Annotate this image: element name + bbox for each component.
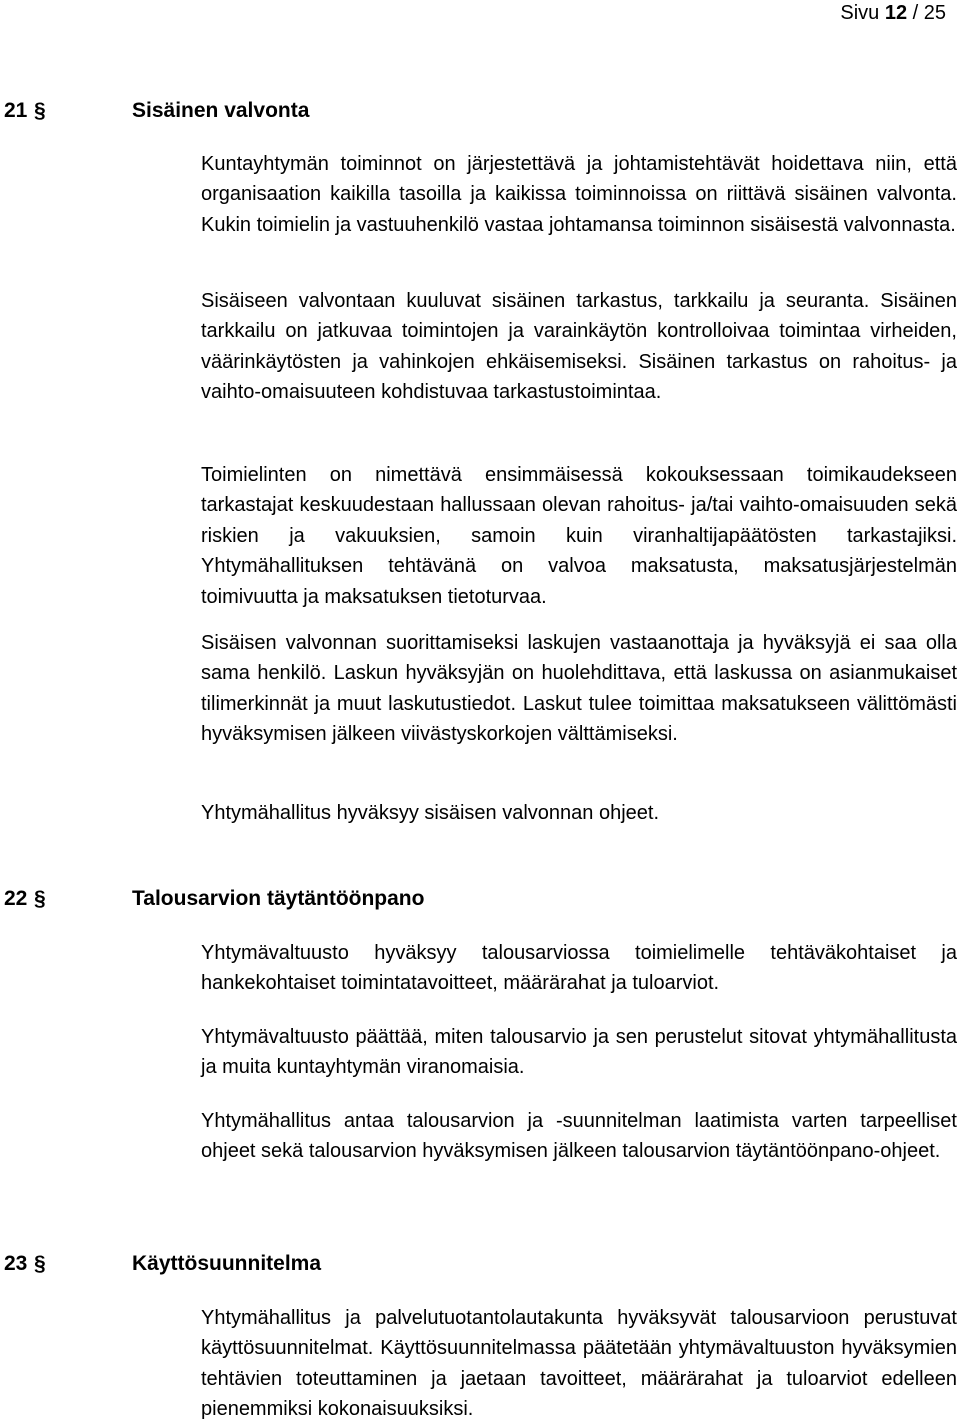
paragraph: Yhtymävaltuusto hyväksyy talousarviossa toimielimelle tehtäväkohtaiset ja hankekohtaiset toimintatavoitteet, määrärahat ja tuloarviot. <box>201 942 957 995</box>
paragraph: Sisäisen valvonnan suorittamiseksi laskujen vastaanottaja ja hyväksyjä ei saa olla sama henkilö. Laskun hyväksyjän on huolehdittava, että laskussa on asianmukaiset tilimerkinnät ja muut laskutustiedot. Laskut tulee toimittaa maksatukseen välittömästi hyväksymisen jälkeen viivästyskorkojen välttämiseksi. <box>201 632 957 746</box>
page-number-total: / 25 <box>907 2 946 24</box>
page-number <box>840 0 946 26</box>
section-title: Käyttösuunnitelma <box>132 1252 322 1275</box>
section-23 <box>0 1249 960 1279</box>
section-heading <box>0 96 960 126</box>
paragraph: Yhtymävaltuusto päättää, miten talousarvio ja sen perustelut sitovat yhtymähallitusta ja muita kuntayhtymän viranomaisia. <box>201 1026 957 1079</box>
section-title: Talousarvion täytäntöönpano <box>132 887 425 910</box>
section-mark: § <box>34 887 46 910</box>
section-22 <box>0 884 960 914</box>
page-number-current: 12 <box>884 2 908 24</box>
paragraph: Toimielinten on nimettävä ensimmäisessä kokouksessaan toimikaudekseen tarkastajat keskuudestaan hallussaan olevan rahoitus- ja/tai vaihto-omaisuuden sekä riskien ja vakuuksien, samoin kuin viranhaltijapäätösten tarkastajiksi. Yhtymähallituksen tehtävänä on valvoa maksatusta, maksatusjärjestelmän toimivuutta ja maksatuksen tietoturvaa. <box>201 464 957 608</box>
section-mark: § <box>34 1252 46 1275</box>
section-number: 22 <box>4 887 28 910</box>
paragraph: Yhtymähallitus hyväksyy sisäisen valvonnan ohjeet. <box>201 802 660 824</box>
paragraph: Yhtymähallitus antaa talousarvion ja -suunnitelman laatimista varten tarpeelliset ohjeet sekä talousarvion hyväksymisen jälkeen talousarvion täytäntöönpano-ohjeet. <box>201 1110 957 1163</box>
section-number: 23 <box>4 1252 28 1275</box>
paragraph: Sisäiseen valvontaan kuuluvat sisäinen tarkastus, tarkkailu ja seuranta. Sisäinen tarkkailu on jatkuvaa toimintojen ja varainkäytön kontrolloivaa toimintaa virheiden, väärinkäytösten ja vahinkojen ehkäisemiseksi. Sisäinen tarkastus on rahoitus- ja vaihto-omaisuuteen kohdistuvaa tarkastustoimintaa. <box>201 290 957 404</box>
section-mark: § <box>34 99 46 122</box>
paragraph: Yhtymähallitus ja palvelutuotantolautakunta hyväksyvät talousarvioon perustuvat käyttösuunnitelmat. Käyttösuunnitelmassa päätetään yhtymävaltuuston hyväksymien tehtävien toteuttaminen ja jaetaan tavoitteet, määrärahat ja tuloarviot edelleen pienemmiksi kokonaisuuksiksi. <box>201 1307 957 1421</box>
section-21 <box>0 96 960 126</box>
section-title: Sisäinen valvonta <box>132 99 310 122</box>
section-number: 21 <box>4 99 28 122</box>
paragraph: Kuntayhtymän toiminnot on järjestettävä ja johtamistehtävät hoidettava niin, että organisaation kaikilla tasoilla ja kaikissa toiminnoissa on riittävä sisäinen valvonta. Kukin toimielin ja vastuuhenkilö vastaa johtamansa toiminnon sisäisestä valvonnasta. <box>201 153 957 236</box>
section-heading <box>0 1249 960 1279</box>
section-heading <box>0 884 960 914</box>
page-number-prefix: Sivu <box>840 2 885 24</box>
